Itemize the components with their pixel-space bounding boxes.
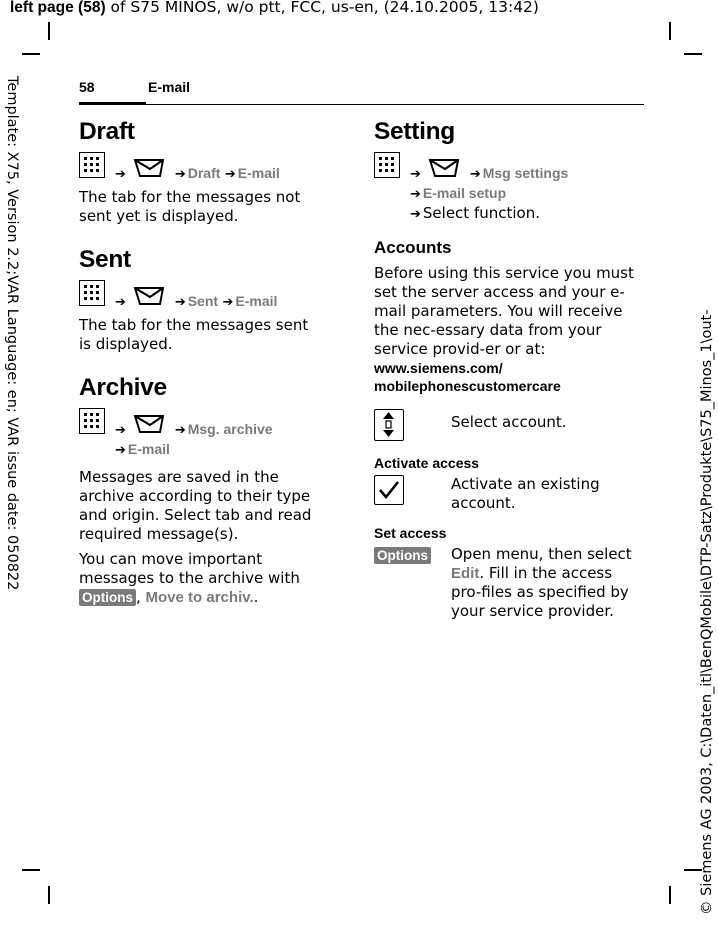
envelope-icon bbox=[132, 156, 166, 178]
section-title: E-mail bbox=[148, 79, 191, 95]
crop-mark bbox=[22, 53, 40, 55]
arrow-icon: ➔ bbox=[174, 295, 186, 310]
side-template-label: Template: X75, Version 2.2;VAR Language: en; VAR issue date: 050822 bbox=[4, 76, 20, 591]
select-account-text: Select account. bbox=[451, 413, 567, 431]
nav-step-email: E-mail bbox=[235, 293, 278, 309]
sent-heading: Sent bbox=[79, 246, 131, 273]
page-number: 58 bbox=[79, 79, 95, 95]
checkmark-key-icon bbox=[374, 475, 404, 505]
siemens-url-line2: mobilephonescustomercare bbox=[374, 378, 561, 394]
crop-mark bbox=[48, 22, 50, 40]
setting-nav-path bbox=[374, 152, 644, 224]
set-access-post: . Fill in the access pro-files as specified by your service provider. bbox=[451, 564, 629, 620]
envelope-icon bbox=[132, 284, 166, 306]
draft-nav-path bbox=[79, 152, 341, 184]
draft-description: The tab for the messages not sent yet is displayed. bbox=[79, 188, 301, 225]
nav-step-msg-archive: Msg. archive bbox=[187, 421, 273, 437]
menu-key-icon bbox=[79, 152, 105, 178]
nav-step-sent: Sent bbox=[187, 293, 219, 309]
arrow-icon: ➔ bbox=[469, 167, 481, 182]
activate-access-row bbox=[374, 475, 644, 513]
archive-description: Messages are saved in the archive according to their type and origin. Select tab and read required message(s). bbox=[79, 468, 312, 543]
edit-link: Edit bbox=[451, 565, 480, 582]
left-column bbox=[79, 118, 341, 607]
crop-mark bbox=[22, 869, 40, 871]
crop-mark bbox=[669, 886, 671, 904]
right-column bbox=[374, 118, 644, 621]
sent-nav-path bbox=[79, 280, 341, 312]
activate-access-text: Activate an existing account. bbox=[451, 475, 600, 512]
setting-heading: Setting bbox=[374, 118, 455, 145]
side-copyright-label: © Siemens AG 2003, C:\Daten_itl\BenQMobile\DTP-Satz\Produkte\S75_Minos_1\out- bbox=[699, 309, 715, 915]
side-template-text bbox=[0, 76, 20, 591]
set-access-heading: Set access bbox=[374, 525, 447, 541]
arrow-icon: ➔ bbox=[115, 443, 126, 458]
draft-heading: Draft bbox=[79, 118, 135, 145]
nav-step-draft: Draft bbox=[187, 165, 221, 181]
arrow-icon: ➔ bbox=[410, 187, 421, 202]
arrow-icon: ➔ bbox=[115, 167, 126, 182]
accounts-description: Before using this service you must set the server access and your e-mail parameters. You will receive the nec-essary data from your service provid-er or at: bbox=[374, 264, 634, 358]
crop-mark bbox=[669, 22, 671, 40]
siemens-url bbox=[374, 359, 644, 395]
envelope-icon bbox=[427, 156, 461, 178]
set-access-pre: Open menu, then select bbox=[451, 545, 632, 563]
accounts-heading: Accounts bbox=[374, 238, 452, 257]
options-softkey: Options bbox=[374, 547, 431, 564]
set-access-text bbox=[451, 545, 641, 621]
nav-step-msg-settings: Msg settings bbox=[482, 165, 569, 181]
menu-key-icon bbox=[374, 152, 400, 178]
sent-description: The tab for the messages sent is displayed. bbox=[79, 316, 309, 353]
move-to-archive-link: Move to archiv. bbox=[145, 589, 254, 606]
side-copyright-text bbox=[697, 0, 717, 927]
nav-step-email-setup: E-mail setup bbox=[422, 185, 507, 201]
archive-move-text bbox=[79, 550, 341, 607]
archive-nav-path bbox=[79, 408, 341, 460]
archive-heading: Archive bbox=[79, 374, 167, 401]
arrow-icon: ➔ bbox=[410, 207, 421, 222]
page-meta-text: of S75 MINOS, w/o ptt, FCC, us-en, (24.10.2005, 13:42) bbox=[105, 0, 539, 16]
arrow-icon: ➔ bbox=[174, 167, 186, 182]
activate-access-heading: Activate access bbox=[374, 455, 480, 471]
navigation-key-icon bbox=[374, 409, 404, 441]
archive-move-sep: , bbox=[136, 588, 146, 606]
set-access-row bbox=[374, 545, 644, 621]
menu-key-icon bbox=[79, 408, 105, 434]
arrow-icon: ➔ bbox=[115, 295, 126, 310]
page-label: left page (58) bbox=[10, 0, 106, 16]
arrow-icon: ➔ bbox=[222, 295, 234, 310]
nav-step-email: E-mail bbox=[127, 441, 170, 457]
arrow-icon: ➔ bbox=[224, 167, 236, 182]
select-account-row bbox=[374, 409, 644, 443]
siemens-url-line1: www.siemens.com/ bbox=[374, 360, 503, 376]
nav-step-email: E-mail bbox=[237, 165, 280, 181]
page-meta-line bbox=[10, 0, 539, 17]
arrow-icon: ➔ bbox=[115, 423, 126, 438]
envelope-icon bbox=[132, 412, 166, 434]
nav-step-select-function: Select function. bbox=[422, 204, 540, 222]
options-softkey: Options bbox=[79, 589, 136, 606]
archive-move-pre: You can move important messages to the archive with bbox=[79, 550, 300, 587]
menu-key-icon bbox=[79, 280, 105, 306]
archive-move-post: . bbox=[253, 588, 259, 606]
arrow-icon: ➔ bbox=[174, 423, 186, 438]
header-rule bbox=[79, 104, 644, 105]
crop-mark bbox=[48, 886, 50, 904]
arrow-icon: ➔ bbox=[410, 167, 421, 182]
